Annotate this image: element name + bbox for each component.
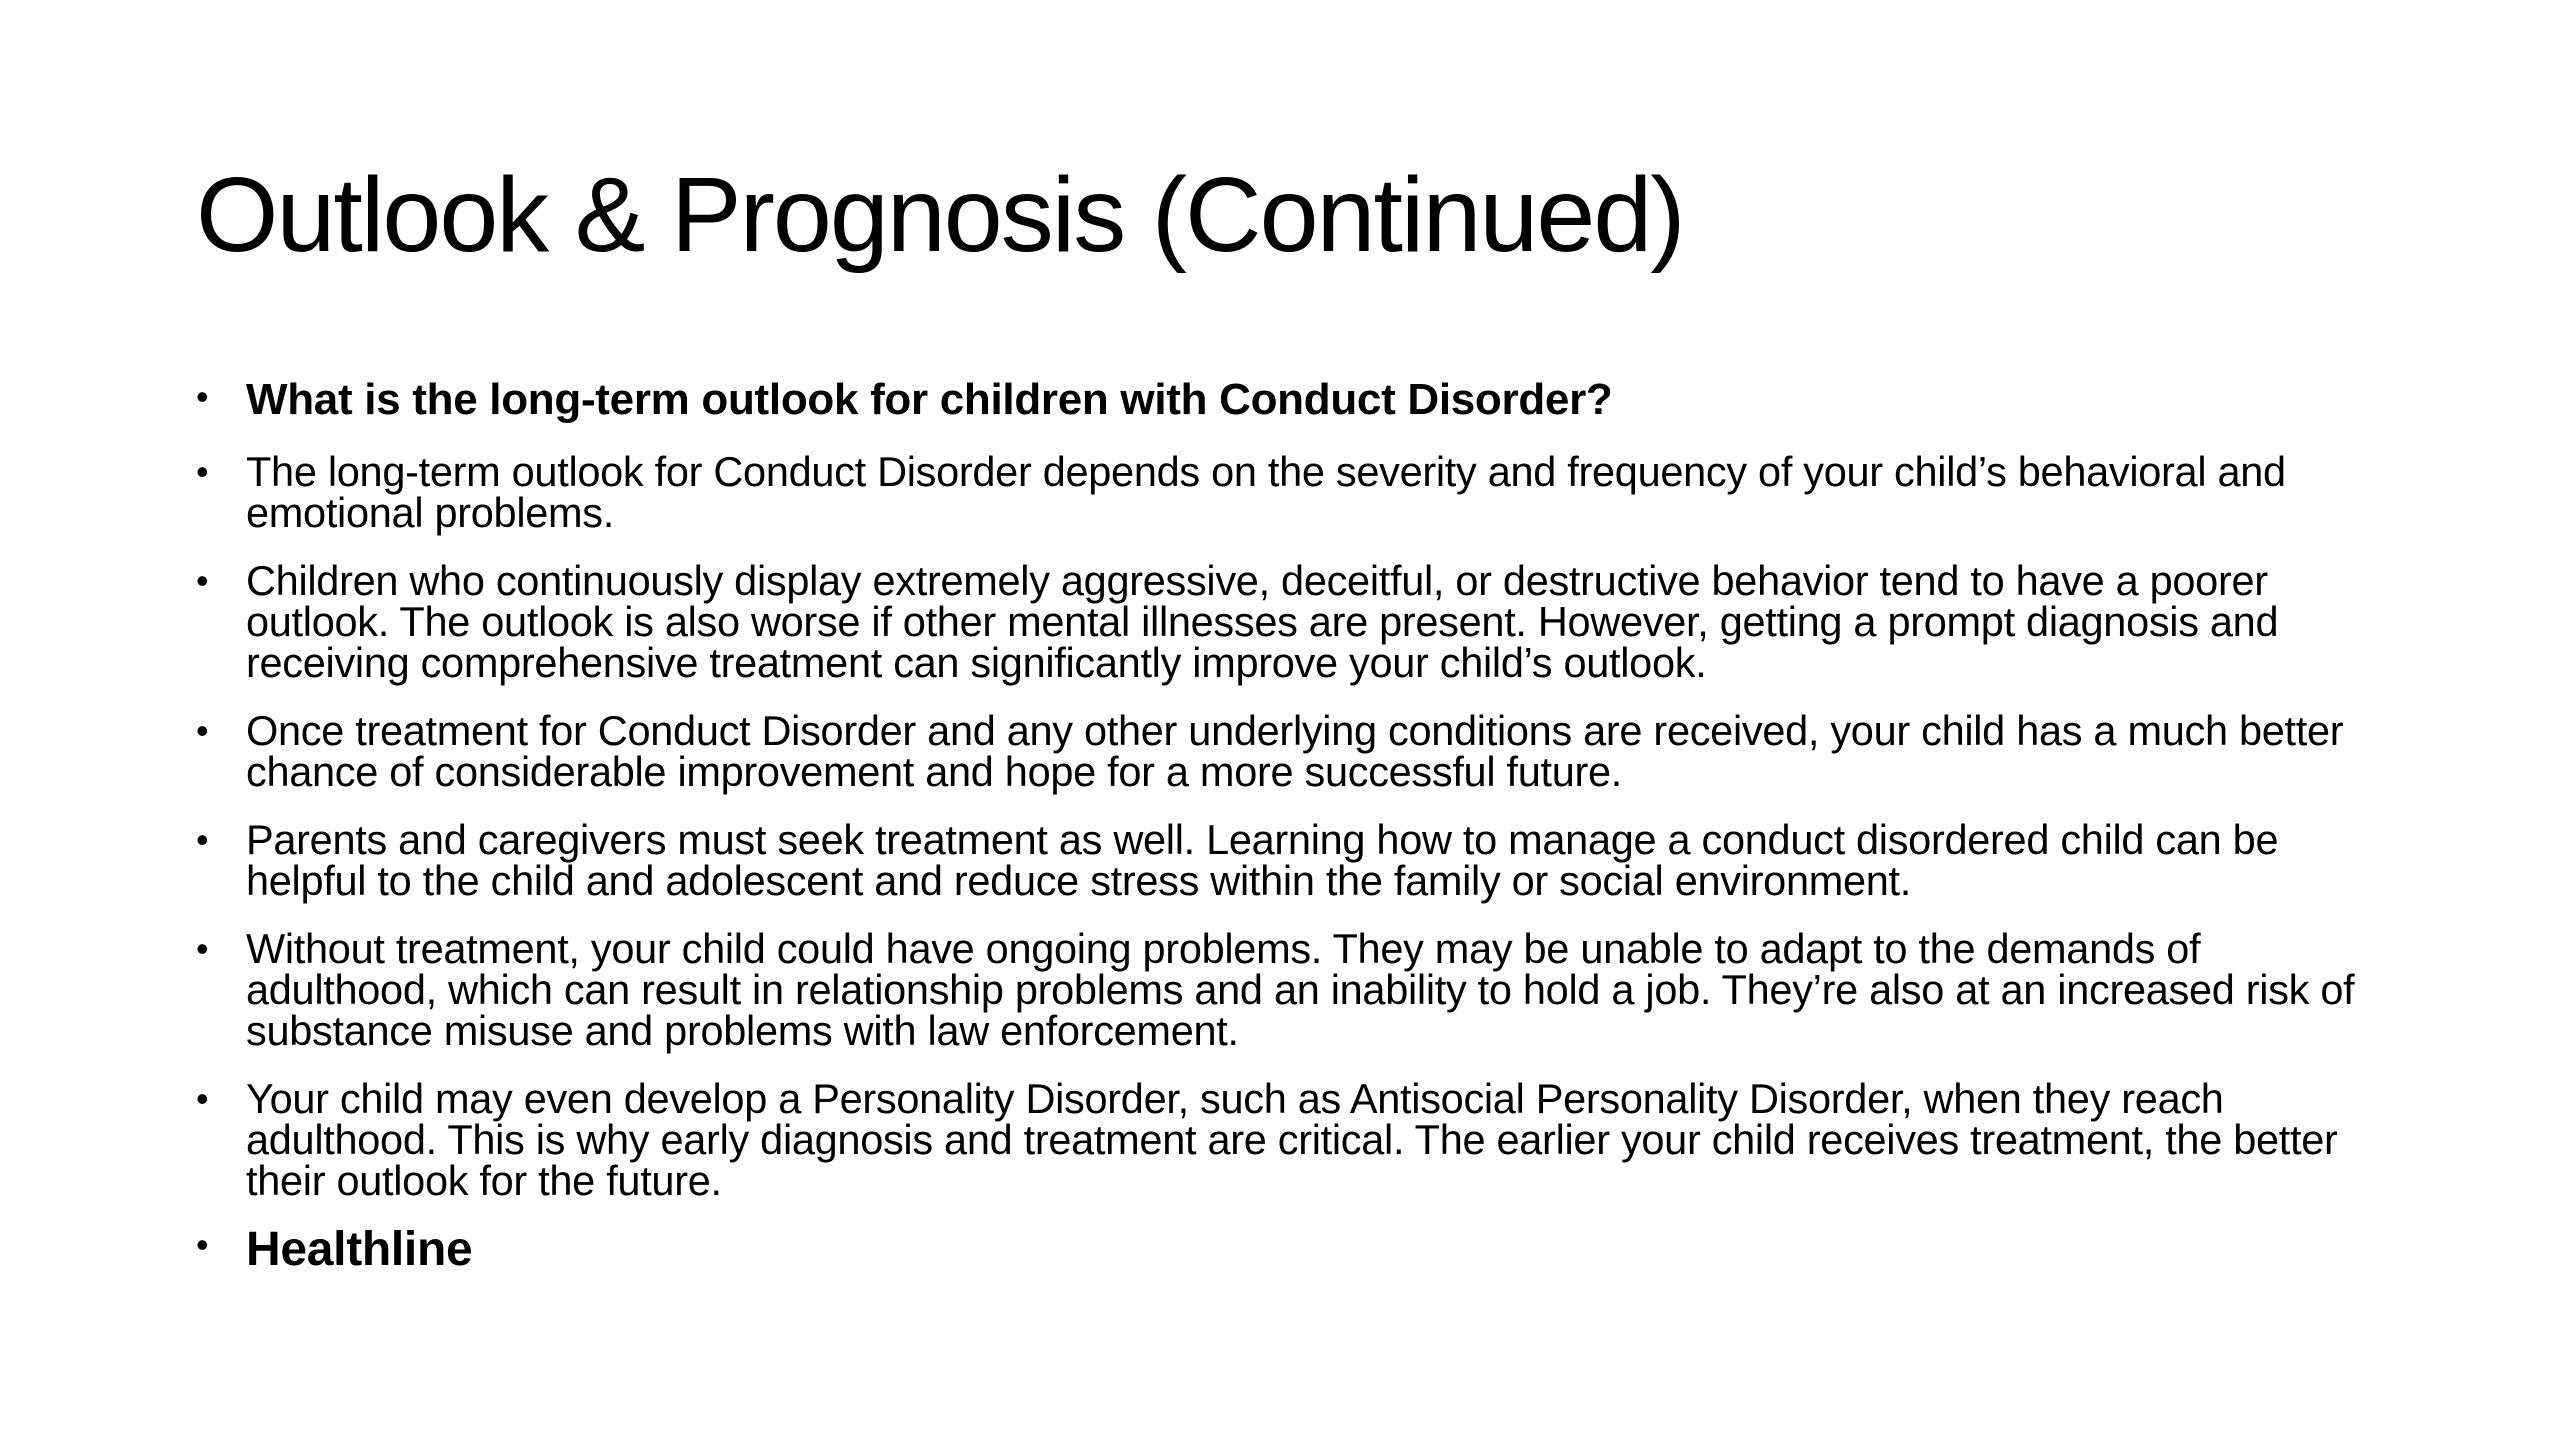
bullet-item xyxy=(196,816,2396,904)
bullet-item xyxy=(196,925,2396,1054)
bullet-item xyxy=(196,1075,2396,1204)
bullet-text: What is the long-term outlook for children with Conduct Disorder? xyxy=(246,375,1613,424)
bullet-dot-icon: • xyxy=(196,376,209,417)
bullet-text: Your child may even develop a Personality Disorder, such as Antisocial Personality Disorder, when they reach adulthood. This is why early diagnosis and treatment are critical. The earlier your child receives treatment, the better their outlook for the future. xyxy=(246,1075,2338,1204)
bullet-dot-icon: • xyxy=(196,560,209,601)
bullet-dot-icon: • xyxy=(196,1224,209,1265)
bullet-text: Without treatment, your child could have ongoing problems. They may be unable to adapt to the demands of adulthood, which can result in relationship problems and an inability to hold a job. They’re also at an increased risk of substance misuse and problems with law enforcement. xyxy=(246,925,2355,1054)
bullet-dot-icon: • xyxy=(196,710,209,751)
source-label: Healthline xyxy=(246,1223,473,1276)
bullet-dot-icon: • xyxy=(196,819,209,860)
bullet-dot-icon: • xyxy=(196,1078,209,1119)
bullet-text: Parents and caregivers must seek treatment as well. Learning how to manage a conduct disordered child can be helpful to the child and adolescent and reduce stress within the family or social environment. xyxy=(246,816,2279,904)
bullet-dot-icon: • xyxy=(196,928,209,969)
bullet-item xyxy=(196,557,2396,686)
bullet-item xyxy=(196,448,2396,536)
bullet-text: Once treatment for Conduct Disorder and any other underlying conditions are received, your child has a much better chance of considerable improvement and hope for a more successful future. xyxy=(246,707,2344,795)
bullet-text: Children who continuously display extremely aggressive, deceitful, or destructive behavior tend to have a poorer outlook. The outlook is also worse if other mental illnesses are present. However, getting a prompt diagnosis and receiving comprehensive treatment can significantly improve your child’s outlook. xyxy=(246,557,2279,686)
bullet-list xyxy=(196,376,2396,1303)
bullet-dot-icon: • xyxy=(196,451,209,492)
slide-title: Outlook & Prognosis (Continued) xyxy=(196,156,1684,274)
bullet-item xyxy=(196,707,2396,795)
bullet-source xyxy=(196,1224,2396,1276)
bullet-text: The long-term outlook for Conduct Disorder depends on the severity and frequency of your child’s behavioral and emotional problems. xyxy=(246,448,2286,536)
bullet-question xyxy=(196,376,2396,424)
